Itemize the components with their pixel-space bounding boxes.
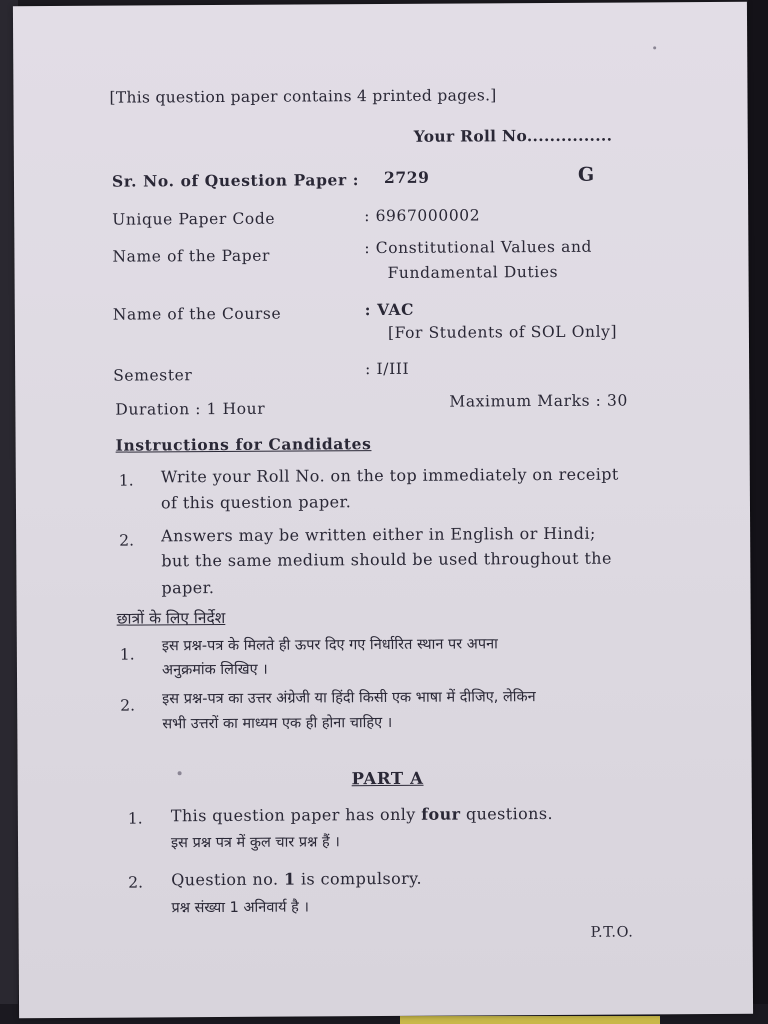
hindi-instruction-1-number: 1. xyxy=(119,645,135,664)
instruction-1-number: 1. xyxy=(118,471,134,490)
semester-label: Semester xyxy=(113,366,193,385)
hindi-instruction-2-line1: इस प्रश्न-पत्र का उत्तर अंग्रेजी या हिंदी किसी एक भाषा में दीजिए, लेकिन xyxy=(162,689,536,708)
question-paper-sheet xyxy=(13,2,753,1018)
part-a-item-2-number: 2. xyxy=(128,873,144,892)
part-a-item-1-text-after: questions. xyxy=(460,803,553,824)
part-a-item-1-hindi: इस प्रश्न पत्र में कुल चार प्रश्न हैं । xyxy=(170,834,340,852)
instruction-2-line3: paper. xyxy=(161,578,215,598)
part-a-item-1-number: 1. xyxy=(127,809,143,828)
hindi-instruction-2-number: 2. xyxy=(120,696,136,715)
instructions-heading: Instructions for Candidates xyxy=(115,434,372,455)
part-a-item-2-text-before: Question no. xyxy=(171,869,285,890)
paper-code-label: Unique Paper Code xyxy=(112,209,276,229)
hindi-instruction-1-line2: अनुक्रमांक लिखिए । xyxy=(161,661,268,679)
instruction-1-line1: Write your Roll No. on the top immediately on receipt xyxy=(160,464,619,487)
part-a-item-2-english xyxy=(171,870,422,890)
paper-name-label: Name of the Paper xyxy=(112,246,271,266)
paper-speck xyxy=(653,46,656,49)
part-a-item-1-emphasis: four xyxy=(421,804,461,824)
sr-no-value: 2729 xyxy=(383,167,430,187)
instruction-1-line2: of this question paper. xyxy=(160,492,352,513)
max-marks: Maximum Marks : 30 xyxy=(449,391,628,411)
hindi-instruction-1-line1: इस प्रश्न-पत्र के मिलते ही ऊपर दिए गए निर्धारित स्थान पर अपना xyxy=(161,636,498,655)
paper-name-value-line1: : Constitutional Values and xyxy=(364,237,593,258)
instruction-2-line2: but the same medium should be used throughout the xyxy=(161,548,612,571)
course-note: [For Students of SOL Only] xyxy=(387,322,618,342)
part-a-item-2-emphasis: 1 xyxy=(283,869,296,889)
pto-note: P.T.O. xyxy=(590,924,634,941)
paper-code-value: : 6967000002 xyxy=(364,206,481,226)
part-a-heading: PART A xyxy=(351,768,424,789)
roll-no-field: Your Roll No............... xyxy=(413,125,613,146)
part-a-item-1-english xyxy=(171,805,553,826)
instruction-2-number: 2. xyxy=(119,531,135,550)
course-label: Name of the Course xyxy=(112,304,282,324)
floor-strip xyxy=(400,1016,660,1024)
part-a-item-2-hindi: प्रश्न संख्या 1 अनिवार्य है । xyxy=(171,899,310,917)
duration: Duration : 1 Hour xyxy=(115,399,266,419)
semester-value: : I/III xyxy=(365,359,410,379)
instruction-2-line1: Answers may be written either in English or Hindi; xyxy=(161,523,596,546)
pages-note: [This question paper contains 4 printed pages.] xyxy=(109,86,497,107)
hindi-instructions-heading: छात्रों के लिए निर्देश xyxy=(116,608,226,628)
hindi-instruction-2-line2: सभी उत्तरों का माध्यम एक ही होना चाहिए । xyxy=(162,714,393,733)
part-a-item-2-text-after: is compulsory. xyxy=(295,868,422,889)
sr-no-label: Sr. No. of Question Paper : xyxy=(111,170,360,191)
course-value: : VAC xyxy=(364,299,415,320)
paper-name-value-line2: Fundamental Duties xyxy=(387,262,559,282)
set-letter: G xyxy=(577,163,595,186)
paper-speck xyxy=(178,771,182,775)
part-a-item-1-text-before: This question paper has only xyxy=(170,804,422,826)
